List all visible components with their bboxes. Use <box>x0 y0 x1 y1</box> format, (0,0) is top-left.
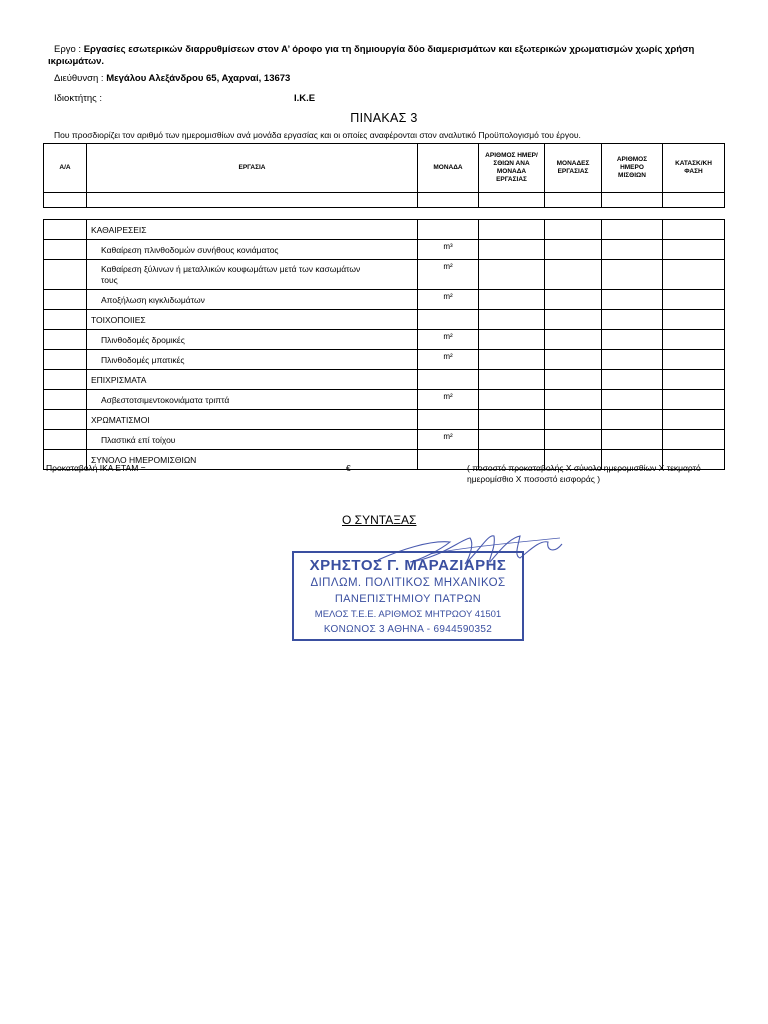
cell-desc: ΧΡΩΜΑΤΙΣΜΟΙ <box>87 410 418 430</box>
cell-misth <box>602 350 663 370</box>
cell-monades <box>545 430 602 450</box>
cell-unit: m² <box>418 260 479 290</box>
address-value: Μεγάλου Αλεξάνδρου 65, Αχαρναί, 13673 <box>106 73 291 84</box>
cell-unit <box>418 220 479 240</box>
project-label: Εργο : <box>54 44 82 55</box>
cell-unit: m² <box>418 390 479 410</box>
cell-aa <box>44 350 87 370</box>
cell-misth <box>602 240 663 260</box>
cell-monades <box>545 220 602 240</box>
cell-katask <box>663 390 725 410</box>
address-line <box>54 73 290 85</box>
cell-misth <box>602 310 663 330</box>
cell-unit <box>418 370 479 390</box>
stamp-name: ΧΡΗΣΤΟΣ Γ. ΜΑΡΑΖΙΑΡΗΣ <box>309 557 507 574</box>
cell-unit <box>418 410 479 430</box>
cell-unit: m² <box>418 430 479 450</box>
cell-katask <box>663 260 725 290</box>
table-row <box>44 370 725 390</box>
cell-unit: m² <box>418 330 479 350</box>
cell-monades <box>545 310 602 330</box>
cell-aa <box>44 330 87 350</box>
cell-misth <box>602 260 663 290</box>
cell-unit: m² <box>418 290 479 310</box>
cell-aa <box>44 290 87 310</box>
table-row <box>44 290 725 310</box>
header-spacer-row <box>44 193 725 208</box>
cell-aa <box>44 370 87 390</box>
cell-aa <box>44 390 87 410</box>
cell-unit <box>418 310 479 330</box>
cell-hmer <box>479 310 545 330</box>
cell-katask <box>663 240 725 260</box>
advance-formula: ( ποσοστό προκαταβολής Χ σύνολο ημερομισθίων Χ τεκμαρτό ημερομίσθιο Χ ποσοστό εισφοράς ) <box>467 463 701 484</box>
cell-monades <box>545 240 602 260</box>
advance-label: Προκαταβολή ΙΚΑ ΕΤΑΜ = <box>46 463 146 473</box>
stamp-membership: ΜΕΛΟΣ Τ.Ε.Ε. ΑΡΙΘΜΟΣ ΜΗΤΡΩΟΥ 41501 <box>314 609 502 620</box>
table-row <box>44 410 725 430</box>
table-row <box>44 240 725 260</box>
cell-unit: m² <box>418 350 479 370</box>
cell-desc: Καθαίρεση ξύλινων ή μεταλλικών κουφωμάτων μετά των κασωμάτων τους <box>87 260 418 290</box>
stamp-title: ΔΙΠΛΩΜ. ΠΟΛΙΤΙΚΟΣ ΜΗΧΑΝΙΚΟΣ <box>310 577 506 589</box>
table-row <box>44 390 725 410</box>
cell-desc: ΤΟΙΧΟΠΟΙΙΕΣ <box>87 310 418 330</box>
cell-misth <box>602 430 663 450</box>
cell-desc: Καθαίρεση πλινθοδομών συνήθους κονιάματος <box>87 240 418 260</box>
col-ergasia: ΕΡΓΑΣΙΑ <box>87 144 418 193</box>
cell-katask <box>663 310 725 330</box>
table-row <box>44 220 725 240</box>
table-row <box>44 330 725 350</box>
cell-aa <box>44 310 87 330</box>
engineer-stamp <box>292 551 524 641</box>
currency-symbol: € <box>346 463 351 473</box>
table-row <box>44 260 725 290</box>
cell-katask <box>663 430 725 450</box>
cell-hmer <box>479 290 545 310</box>
cell-desc: ΣΥΝΟΛΟ ΗΜΕΡΟΜΙΣΘΙΩΝ <box>87 450 418 470</box>
owner-value: Ι.Κ.Ε <box>294 93 316 104</box>
cell-desc: ΕΠΙΧΡΙΣΜΑΤΑ <box>87 370 418 390</box>
cell-misth <box>602 330 663 350</box>
page-subtitle: Που προσδιορίζει τον αριθμό των ημερομισθίων ανά μονάδα εργασίας και οι οποίες αναφέρονται στον αναλυτικό Προϋπολογισμό του έργου. <box>54 130 581 140</box>
cell-monades <box>545 260 602 290</box>
stamp-university: ΠΑΝΕΠΙΣΤΗΜΙΟΥ ΠΑΤΡΩΝ <box>334 593 482 605</box>
cell-misth <box>602 290 663 310</box>
table-row <box>44 310 725 330</box>
cell-hmer <box>479 370 545 390</box>
cell-hmer <box>479 220 545 240</box>
signature-label: Ο ΣΥΝΤΑΞΑΣ <box>342 513 417 527</box>
cell-misth <box>602 390 663 410</box>
page-title: ΠΙΝΑΚΑΣ 3 <box>350 111 418 125</box>
cell-desc: Αποξήλωση κιγκλιδωμάτων <box>87 290 418 310</box>
cell-unit: m³ <box>418 240 479 260</box>
cell-aa <box>44 430 87 450</box>
cell-katask <box>663 220 725 240</box>
col-arithmos-misth: ΑΡΙΘΜΟΣ ΗΜΕΡΟ ΜΙΣΘΙΩΝ <box>602 144 663 193</box>
cell-katask <box>663 370 725 390</box>
cell-katask <box>663 350 725 370</box>
col-monades: ΜΟΝΑΔΕΣ ΕΡΓΑΣΙΑΣ <box>545 144 602 193</box>
cell-aa <box>44 260 87 290</box>
col-arithmos-hmer: ΑΡΙΘΜΟΣ ΗΜΕΡ/ΣΘΙΩΝ ΑΝΑ ΜΟΝΑΔΑ ΕΡΓΑΣΙΑΣ <box>479 144 545 193</box>
cell-hmer <box>479 330 545 350</box>
cell-misth <box>602 410 663 430</box>
cell-desc: Πλινθοδομές μπατικές <box>87 350 418 370</box>
items-table <box>43 219 725 470</box>
col-monada: ΜΟΝΑΔΑ <box>418 144 479 193</box>
stamp-address: ΚΟΝΩΝΟΣ 3 ΑΘΗΝΑ - 6944590352 <box>323 624 493 635</box>
cell-katask <box>663 290 725 310</box>
cell-aa <box>44 220 87 240</box>
cell-monades <box>545 290 602 310</box>
cell-aa <box>44 410 87 430</box>
cell-hmer <box>479 260 545 290</box>
cell-aa <box>44 240 87 260</box>
cell-hmer <box>479 240 545 260</box>
cell-monades <box>545 350 602 370</box>
cell-desc: Πλαστικά επί τοίχου <box>87 430 418 450</box>
cell-misth <box>602 370 663 390</box>
cell-desc: ΚΑΘΑΙΡΕΣΕΙΣ <box>87 220 418 240</box>
header-table <box>43 143 725 208</box>
table-row <box>44 430 725 450</box>
cell-hmer <box>479 410 545 430</box>
address-label: Διεύθυνση : <box>54 73 104 84</box>
col-katask: ΚΑΤΑΣΚ/ΚΗ ΦΑΣΗ <box>663 144 725 193</box>
cell-hmer <box>479 430 545 450</box>
cell-monades <box>545 330 602 350</box>
col-aa: Α/Α <box>44 144 87 193</box>
cell-katask <box>663 410 725 430</box>
cell-monades <box>545 370 602 390</box>
cell-hmer <box>479 350 545 370</box>
cell-hmer <box>479 390 545 410</box>
owner-label: Ιδιοκτήτης : <box>54 93 103 104</box>
cell-desc: Πλινθοδομές δρομικές <box>87 330 418 350</box>
cell-monades <box>545 390 602 410</box>
cell-katask <box>663 330 725 350</box>
cell-misth <box>602 220 663 240</box>
cell-monades <box>545 410 602 430</box>
cell-desc: Ασβεστοτσιμεντοκονιάματα τριπτά <box>87 390 418 410</box>
project-value: Εργασίες εσωτερικών διαρρυθμίσεων στον Α’ όροφο για τη δημιουργία δύο διαμερισμάτων και εξωτερικών χρωματισμών χωρίς χρήση ικριωμάτων. <box>48 44 695 67</box>
table-row <box>44 350 725 370</box>
project-line <box>48 44 728 68</box>
